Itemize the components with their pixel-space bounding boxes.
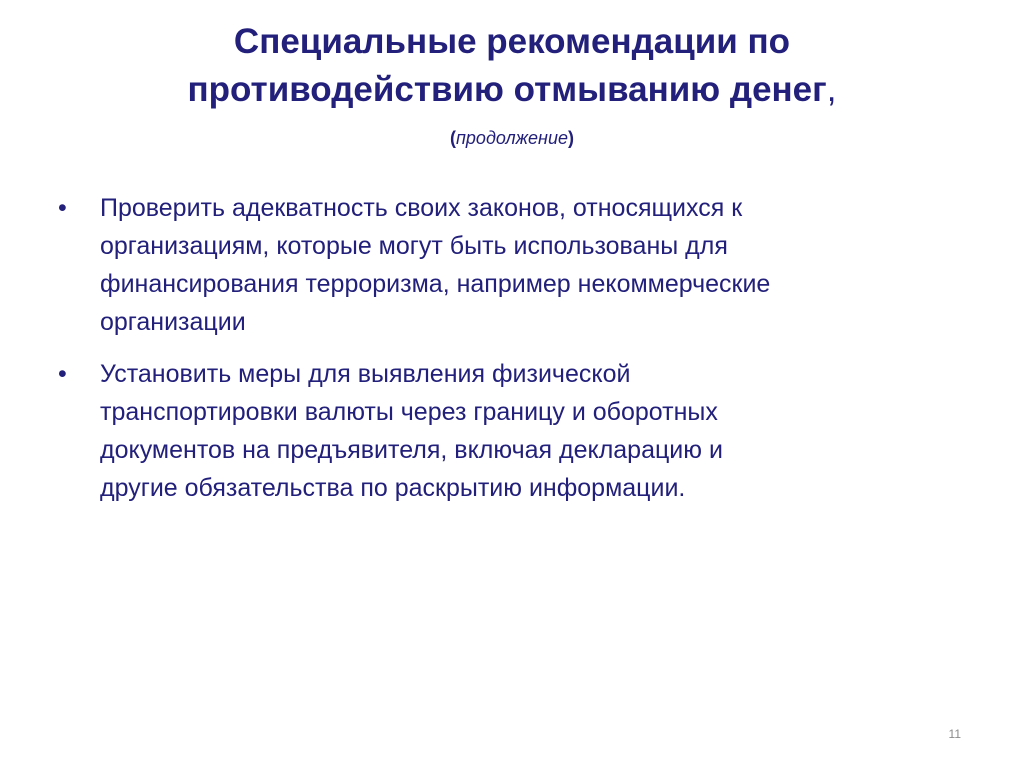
bullet-1-line-4: организации [100,308,246,336]
bullet-2-line-4: другие обязательства по раскрытию информации. [100,474,686,502]
bullet-1-line-2: организациям, которые могут быть использованы для [100,232,728,260]
title-line-2 [40,66,984,114]
bullet-2-line-1: Установить меры для выявления физической [100,360,631,388]
slide-title [40,18,984,150]
title-comma: , [826,70,837,109]
bullet-2-line-2: транспортировки валюты через границу и оборотных [100,398,718,426]
bullet-item-2 [58,355,968,507]
bullet-marker-1: • [58,194,67,222]
bullet-list [58,189,968,521]
title-line-2-text: противодействию отмыванию денег [187,70,827,109]
page-number: 11 [948,727,961,741]
bullet-1-line-1: Проверить адекватность своих законов, относящихся к [100,194,743,222]
bullet-1-line-3: финансирования терроризма, например некоммерческие [100,270,771,298]
bullet-2-line-3: документов на предъявителя, включая декларацию и [100,436,723,464]
slide-subtitle [40,126,984,150]
subtitle-word: продолжение [456,128,568,148]
subtitle-close-paren: ) [567,128,574,148]
bullet-marker-2: • [58,360,67,388]
bullet-item-1 [58,189,968,341]
title-line-1: Специальные рекомендации по [233,22,791,61]
subtitle-open-paren: ( [450,128,457,148]
